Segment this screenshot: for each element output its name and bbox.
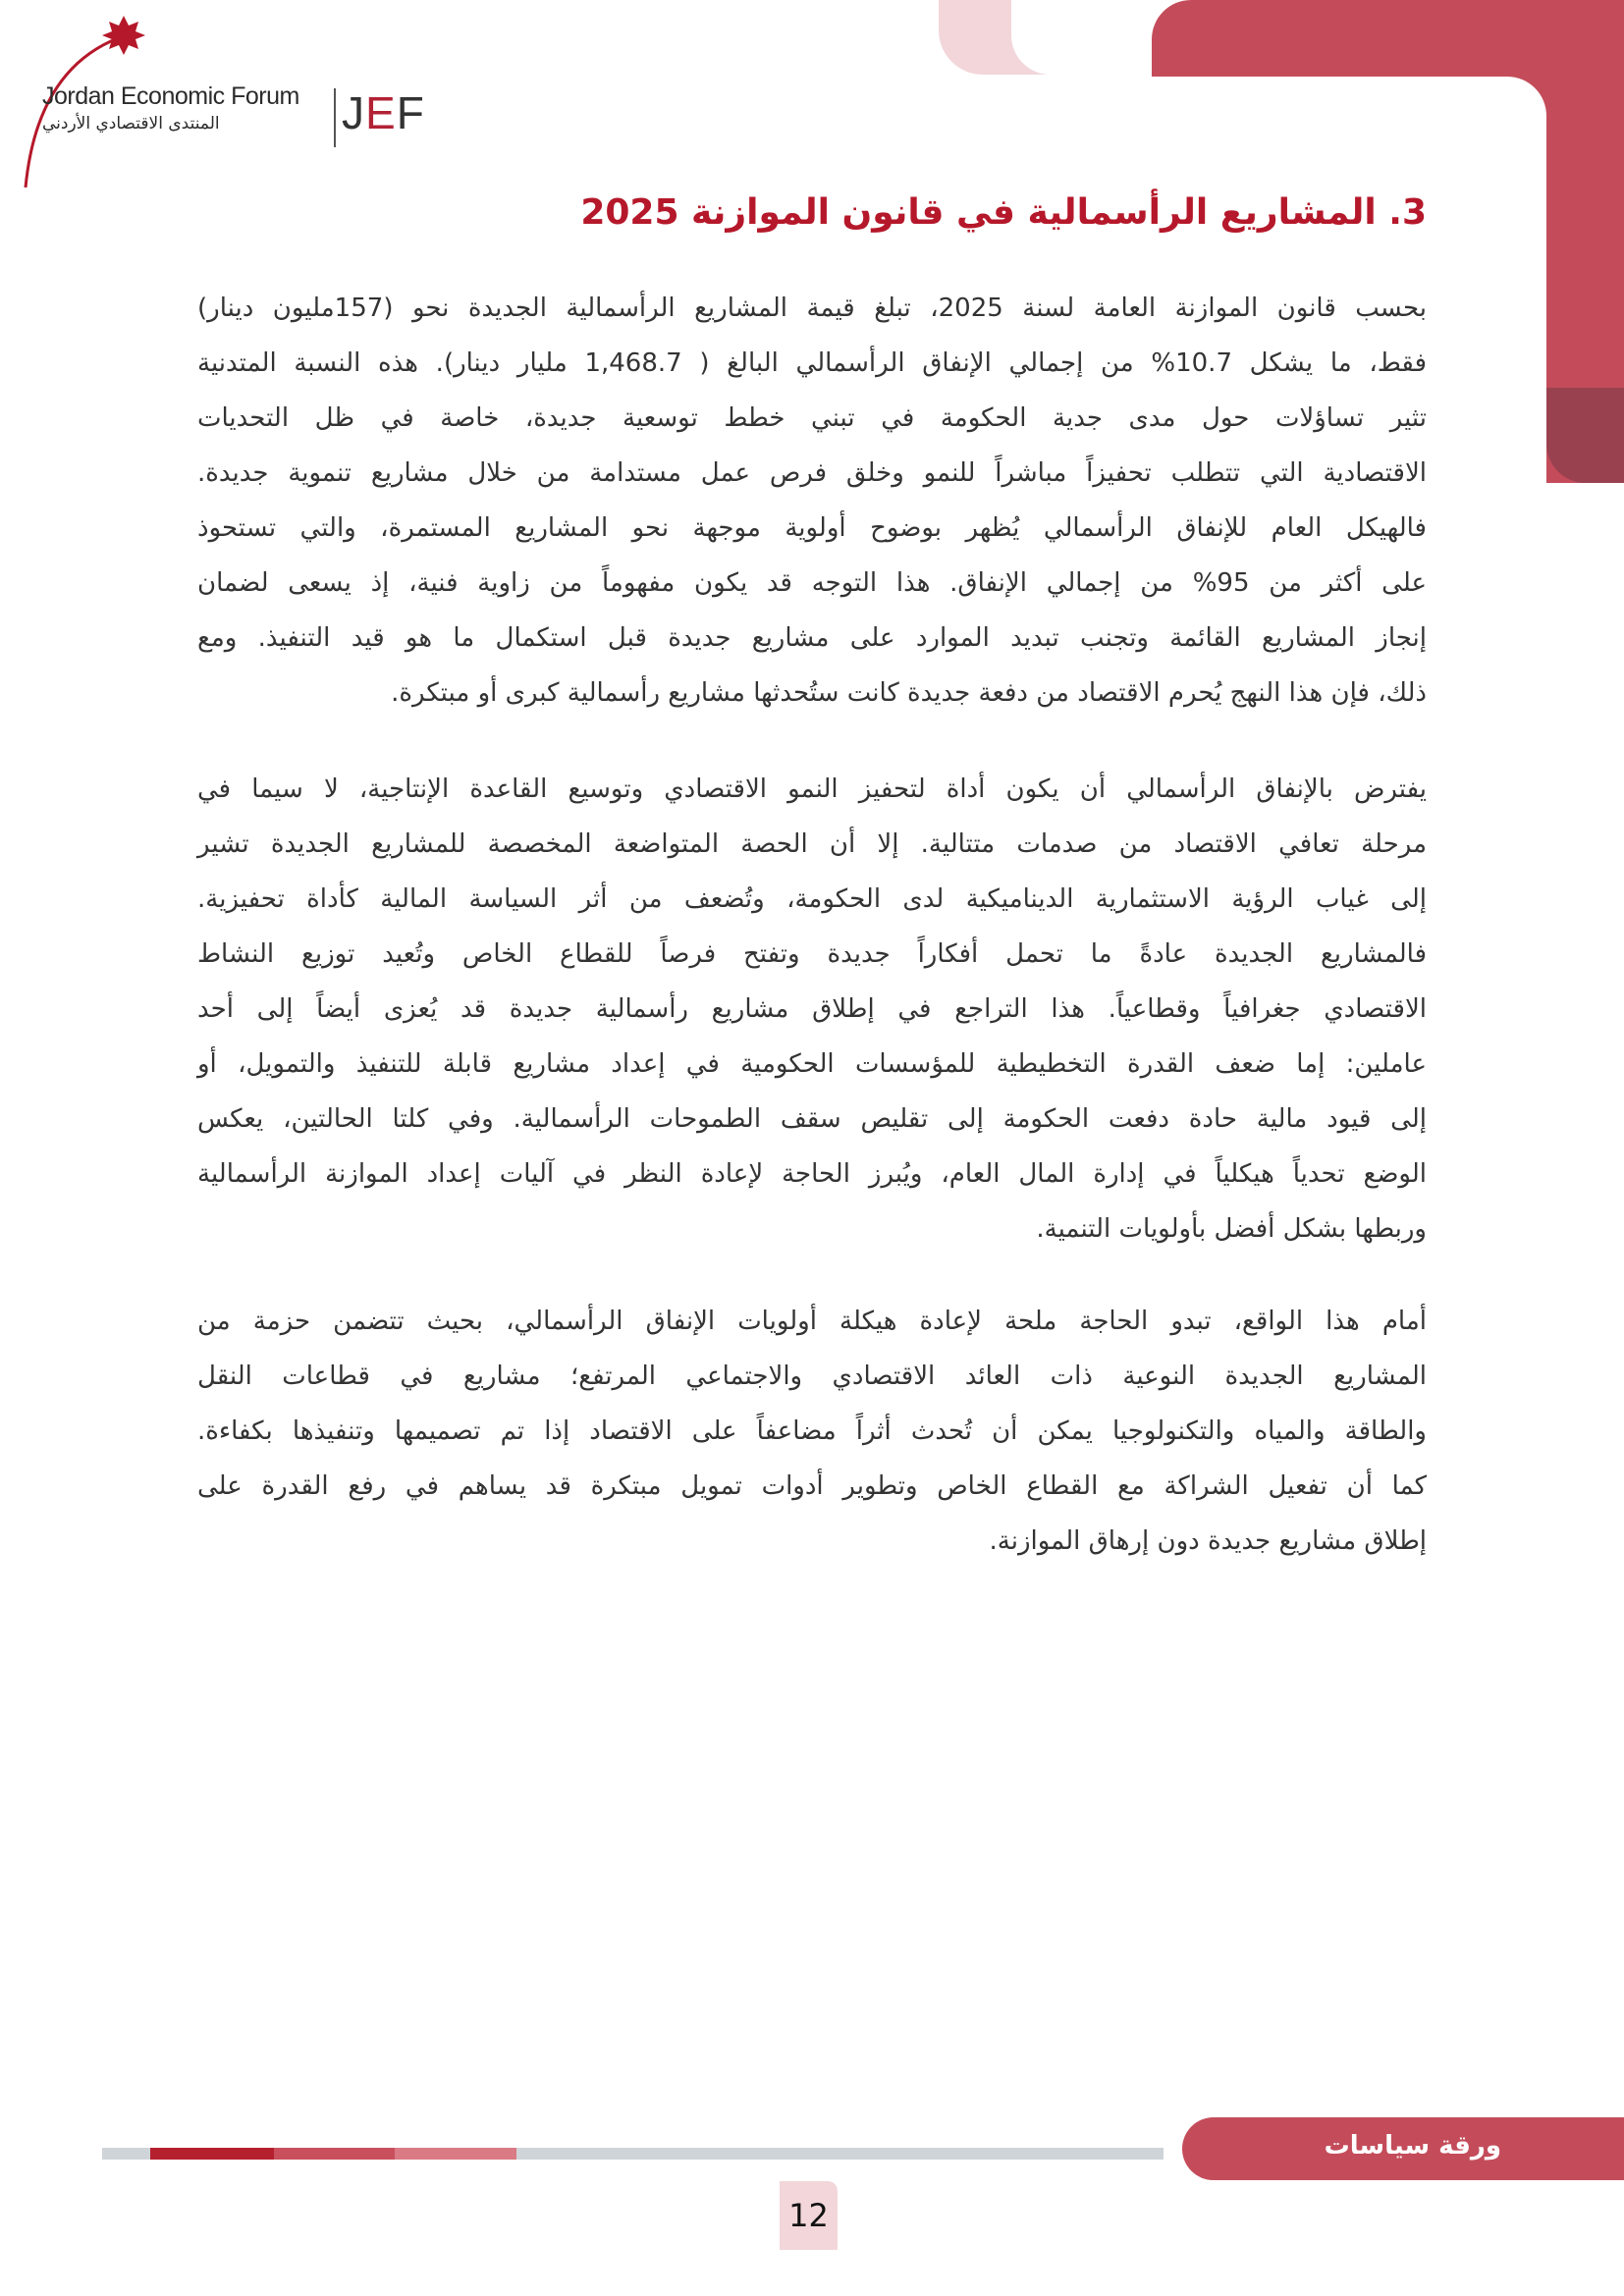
footer-label: ورقة سياسات xyxy=(1324,2131,1501,2161)
jef-logo xyxy=(18,16,425,187)
paragraph-line: الاقتصادي جغرافياً وقطاعياً. هذا التراجع في إطلاق مشاريع رأسمالية جديدة قد يُعزى أيضاً إلى أحد xyxy=(197,994,1427,1024)
paragraph-line: بحسب قانون الموازنة العامة لسنة 2025، تبلغ قيمة المشاريع الرأسمالية الجديدة نحو (157مليون دينار) xyxy=(197,294,1428,323)
paragraph-line: عاملين: إما ضعف القدرة التخطيطية للمؤسسات الحكومية في إعداد مشاريع قابلة للتنفيذ والتمويل، أو xyxy=(197,1049,1427,1079)
paragraph-line: يفترض بالإنفاق الرأسمالي أن يكون أداة لتحفيز النمو الاقتصادي وتوسيع القاعدة الإنتاجية، لا سيما في xyxy=(197,774,1427,804)
paragraph-line: ذلك، فإن هذا النهج يُحرم الاقتصاد من دفعة جديدة كانت ستُحدثها مشاريع رأسمالية كبرى أو مبتكرة. xyxy=(391,678,1427,708)
paragraph-line: أمام هذا الواقع، تبدو الحاجة ملحة لإعادة هيكلة أولويات الإنفاق الرأسمالي، بحيث تتضمن حزمة من xyxy=(197,1307,1427,1336)
section-title: 3. المشاريع الرأسمالية في قانون الموازنة 2025 xyxy=(580,192,1427,233)
paragraph-line: والطاقة والمياه والتكنولوجيا يمكن أن تُحدث أثراً مضاعفاً على الاقتصاد إذا تم تصميمها وتنفيذها بكفاءة. xyxy=(197,1416,1427,1446)
paragraph-line: الاقتصادية التي تتطلب تحفيزاً مباشراً للنمو وخلق فرص عمل مستدامة من خلال مشاريع تنموية جديدة. xyxy=(197,458,1427,488)
paragraph-line: إطلاق مشاريع جديدة دون إرهاق الموازنة. xyxy=(989,1526,1427,1556)
paragraph-line: المشاريع الجديدة النوعية ذات العائد الاقتصادي والاجتماعي المرتفع؛ مشاريع في قطاعات النقل xyxy=(197,1362,1427,1391)
paragraph-line: تثير تساؤلات حول مدى جدية الحكومة في تبني خطط توسعية جديدة، خاصة في ظل التحديات xyxy=(197,403,1427,433)
paragraph-line: إلى غياب الرؤية الاستثمارية الديناميكية لدى الحكومة، وتُضعف من أثر السياسة المالية كأداة تحفيزية. xyxy=(197,884,1427,914)
footer-bar-segment-2 xyxy=(274,2148,395,2160)
paragraph-line: مرحلة تعافي الاقتصاد من صدمات متتالية. إلا أن الحصة المتواضعة المخصصة للمشاريع الجديدة تشير xyxy=(197,829,1427,859)
paragraph-line: فالهيكل العام للإنفاق الرأسمالي يُظهر بوضوح أولوية موجهة نحو المشاريع المستمرة، والتي تستحوذ xyxy=(197,513,1427,543)
paragraph-line: فالمشاريع الجديدة عادةً ما تحمل أفكاراً جديدة وتفتح فرصاً للقطاع الخاص وتُعيد توزيع النشاط xyxy=(197,939,1427,969)
logo-english-name: Jordan Economic Forum xyxy=(42,82,299,110)
paragraph-line: فقط، ما يشكل 10.7% من إجمالي الإنفاق الرأسمالي البالغ ( 1,468.7 مليار دينار). هذه النسبة المتدنية xyxy=(197,348,1427,378)
logo-j: J xyxy=(342,87,365,138)
paragraph-line: الوضع تحدياً هيكلياً في إدارة المال العام، ويُبرز الحاجة لإعادة النظر في آليات إعداد الموازنة الرأسمالية xyxy=(197,1159,1427,1189)
header-decoration-dark xyxy=(1546,388,1624,483)
footer-bar-segment-1 xyxy=(150,2148,274,2160)
paragraph-3 xyxy=(197,1294,1427,1569)
logo-divider xyxy=(334,88,336,147)
paragraph-line: إنجاز المشاريع القائمة وتجنب تبديد الموارد على مشاريع جديدة قبل استكمال ما هو قيد التنفيذ. ومع xyxy=(197,623,1427,653)
footer-label-pill xyxy=(1182,2117,1624,2180)
page-number: 12 xyxy=(780,2181,838,2250)
logo-f: F xyxy=(396,87,425,138)
paragraph-2 xyxy=(197,762,1427,1256)
paragraph-1 xyxy=(197,281,1427,721)
footer-bar-segment-3 xyxy=(395,2148,516,2160)
logo-arabic-name: المنتدى الاقتصادي الأردني xyxy=(42,114,220,133)
paragraph-line: وربطها بشكل أفضل بأولويات التنمية. xyxy=(1036,1214,1427,1244)
paragraph-line: على أكثر من 95% من إجمالي الإنفاق. هذا التوجه قد يكون مفهوماً من زاوية فنية، إذ يسعى لضمان xyxy=(197,568,1427,598)
paragraph-line: كما أن تفعيل الشراكة مع القطاع الخاص وتطوير أدوات تمويل مبتكرة قد يساهم في رفع القدرة على xyxy=(197,1471,1427,1501)
logo-e: E xyxy=(365,87,397,138)
paragraph-line: إلى قيود مالية حادة دفعت الحكومة إلى تقليص سقف الطموحات الرأسمالية. وفي كلتا الحالتين، يعكس xyxy=(197,1104,1427,1134)
logo-abbreviation xyxy=(342,86,425,139)
